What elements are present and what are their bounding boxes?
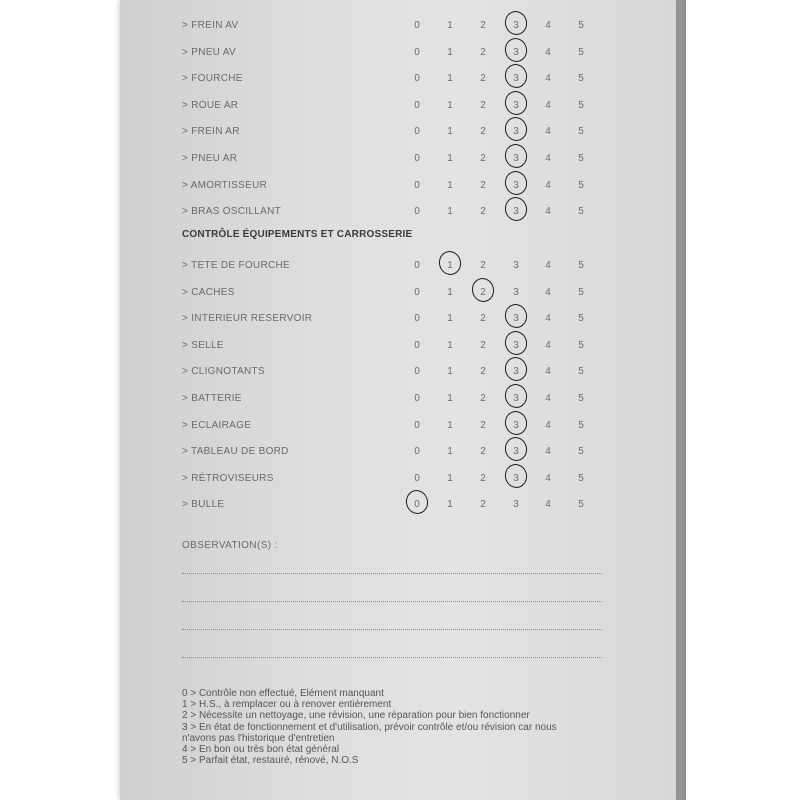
score-option: 3 bbox=[513, 366, 519, 378]
score-option: 5 bbox=[578, 260, 584, 271]
row-label: > CLIGNOTANTS bbox=[182, 366, 265, 378]
score-option: 5 bbox=[578, 153, 584, 164]
rating-row bbox=[120, 177, 676, 197]
score-option: 2 bbox=[480, 446, 486, 458]
rating-row bbox=[120, 417, 676, 437]
section-title: CONTRÔLE ÉQUIPEMENTS ET CARROSSERIE bbox=[182, 229, 413, 240]
score-option: 0 bbox=[414, 393, 420, 404]
observations-title: OBSERVATION(S) : bbox=[182, 540, 278, 551]
score-option: 4 bbox=[545, 206, 551, 218]
score-option: 4 bbox=[545, 499, 551, 511]
score-option: 0 bbox=[414, 126, 420, 138]
score-option: 0 bbox=[414, 366, 420, 378]
score-option: 5 bbox=[578, 126, 584, 138]
selected-score-circle bbox=[502, 88, 529, 117]
rating-row bbox=[120, 310, 676, 330]
legend-line: 2 > Nécessite un nettoyage, une révision, une réparation pour bien fonctionner bbox=[182, 710, 530, 722]
row-label: > ECLAIRAGE bbox=[182, 419, 252, 431]
selected-score-circle bbox=[502, 355, 529, 384]
score-option: 4 bbox=[545, 286, 551, 298]
score-option: 1 bbox=[447, 499, 453, 511]
observation-line bbox=[182, 629, 602, 630]
score-option: 3 bbox=[513, 499, 519, 511]
score-option: 3 bbox=[513, 339, 519, 351]
observation-line bbox=[182, 601, 602, 602]
row-label: > CACHES bbox=[182, 286, 235, 298]
row-label: > ROUE AR bbox=[182, 99, 239, 111]
score-option: 1 bbox=[447, 206, 453, 218]
score-option: 5 bbox=[578, 286, 584, 298]
score-option: 2 bbox=[480, 46, 486, 58]
score-option: 3 bbox=[513, 260, 519, 271]
score-option: 4 bbox=[545, 472, 551, 484]
score-option: 2 bbox=[480, 499, 486, 511]
score-option: 0 bbox=[414, 206, 420, 218]
rating-row bbox=[120, 123, 676, 143]
score-option: 5 bbox=[578, 499, 584, 511]
score-option: 5 bbox=[578, 313, 584, 325]
score-option: 2 bbox=[480, 153, 486, 164]
score-option: 3 bbox=[513, 126, 519, 138]
selected-score-circle bbox=[502, 9, 529, 38]
row-label: > FOURCHE bbox=[182, 73, 243, 85]
score-option: 3 bbox=[513, 46, 519, 58]
score-option: 5 bbox=[578, 366, 584, 378]
score-option: 1 bbox=[447, 99, 453, 111]
score-option: 4 bbox=[545, 393, 551, 404]
rating-row bbox=[120, 150, 676, 170]
score-option: 0 bbox=[414, 313, 420, 325]
selected-score-circle bbox=[502, 142, 529, 171]
score-option: 5 bbox=[578, 73, 584, 85]
rating-row bbox=[120, 284, 676, 304]
rating-row bbox=[120, 44, 676, 64]
score-option: 5 bbox=[578, 446, 584, 458]
score-option: 2 bbox=[480, 179, 486, 191]
score-option: 2 bbox=[480, 393, 486, 404]
row-label: > PNEU AR bbox=[182, 153, 238, 164]
score-option: 2 bbox=[480, 126, 486, 138]
rating-row bbox=[120, 337, 676, 357]
rating-row bbox=[120, 17, 676, 37]
row-label: > TETE DE FOURCHE bbox=[182, 260, 290, 271]
selected-score-circle bbox=[502, 382, 529, 411]
score-option: 1 bbox=[447, 179, 453, 191]
score-option: 1 bbox=[447, 366, 453, 378]
score-option: 0 bbox=[414, 73, 420, 85]
score-option: 1 bbox=[447, 153, 453, 164]
score-option: 0 bbox=[414, 446, 420, 458]
score-option: 2 bbox=[480, 286, 486, 298]
score-option: 1 bbox=[447, 260, 453, 271]
score-option: 2 bbox=[480, 472, 486, 484]
score-option: 4 bbox=[545, 99, 551, 111]
selected-score-circle bbox=[502, 62, 529, 91]
observation-line bbox=[182, 573, 602, 574]
score-option: 4 bbox=[545, 153, 551, 164]
legend-line: 4 > En bon ou très bon état général bbox=[182, 744, 340, 756]
score-option: 3 bbox=[513, 99, 519, 111]
row-label: > PNEU AV bbox=[182, 46, 236, 58]
selected-score-circle bbox=[502, 302, 529, 331]
score-option: 2 bbox=[480, 99, 486, 111]
score-option: 5 bbox=[578, 339, 584, 351]
observation-line bbox=[182, 657, 602, 658]
score-option: 4 bbox=[545, 366, 551, 378]
score-option: 5 bbox=[578, 206, 584, 218]
score-option: 3 bbox=[513, 206, 519, 218]
score-option: 0 bbox=[414, 286, 420, 298]
score-option: 5 bbox=[578, 99, 584, 111]
score-option: 1 bbox=[447, 446, 453, 458]
score-option: 2 bbox=[480, 419, 486, 431]
score-option: 0 bbox=[414, 179, 420, 191]
score-legend bbox=[182, 688, 602, 766]
score-option: 0 bbox=[414, 499, 420, 511]
score-option: 3 bbox=[513, 313, 519, 325]
score-option: 0 bbox=[414, 260, 420, 271]
score-option: 5 bbox=[578, 419, 584, 431]
score-option: 2 bbox=[480, 339, 486, 351]
score-option: 0 bbox=[414, 419, 420, 431]
score-option: 4 bbox=[545, 419, 551, 431]
legend-line: 0 > Contrôle non effectué, Elément manquant bbox=[182, 688, 384, 699]
score-option: 1 bbox=[447, 472, 453, 484]
row-label: > BULLE bbox=[182, 499, 225, 511]
score-option: 4 bbox=[545, 260, 551, 271]
row-label: > FREIN AV bbox=[182, 20, 239, 31]
rating-row bbox=[120, 496, 676, 516]
score-option: 0 bbox=[414, 46, 420, 58]
score-option: 1 bbox=[447, 46, 453, 58]
selected-score-circle bbox=[502, 195, 529, 224]
legend-line: 1 > H.S., à remplacer ou à renover entièrement bbox=[182, 699, 392, 711]
score-option: 3 bbox=[513, 20, 519, 31]
rating-row bbox=[120, 443, 676, 463]
row-label: > SELLE bbox=[182, 339, 224, 351]
score-option: 1 bbox=[447, 419, 453, 431]
score-option: 4 bbox=[545, 126, 551, 138]
rating-row bbox=[120, 470, 676, 490]
rating-row bbox=[120, 203, 676, 223]
rating-row bbox=[120, 390, 676, 410]
row-label: > INTERIEUR RESERVOIR bbox=[182, 313, 313, 325]
score-option: 0 bbox=[414, 472, 420, 484]
score-option: 3 bbox=[513, 73, 519, 85]
score-option: 2 bbox=[480, 260, 486, 271]
rating-row bbox=[120, 70, 676, 90]
score-option: 3 bbox=[513, 472, 519, 484]
rating-row bbox=[120, 363, 676, 383]
score-option: 4 bbox=[545, 73, 551, 85]
row-label: > AMORTISSEUR bbox=[182, 179, 268, 191]
row-label: > RÉTROVISEURS bbox=[182, 472, 274, 484]
score-option: 2 bbox=[480, 366, 486, 378]
score-option: 5 bbox=[578, 20, 584, 31]
score-option: 2 bbox=[480, 20, 486, 31]
score-option: 3 bbox=[513, 393, 519, 404]
selected-score-circle bbox=[502, 35, 529, 64]
score-option: 5 bbox=[578, 179, 584, 191]
score-option: 3 bbox=[513, 153, 519, 164]
score-option: 1 bbox=[447, 393, 453, 404]
score-option: 4 bbox=[545, 313, 551, 325]
score-option: 4 bbox=[545, 179, 551, 191]
score-option: 1 bbox=[447, 286, 453, 298]
score-option: 1 bbox=[447, 313, 453, 325]
row-label: > BATTERIE bbox=[182, 393, 242, 404]
score-option: 1 bbox=[447, 20, 453, 31]
selected-score-circle bbox=[403, 488, 430, 517]
selected-score-circle bbox=[502, 408, 529, 437]
score-option: 4 bbox=[545, 20, 551, 31]
row-label: > TABLEAU DE BORD bbox=[182, 446, 289, 458]
selected-score-circle bbox=[502, 435, 529, 464]
score-option: 3 bbox=[513, 179, 519, 191]
row-label: > BRAS OSCILLANT bbox=[182, 206, 281, 218]
score-option: 5 bbox=[578, 46, 584, 58]
score-option: 0 bbox=[414, 99, 420, 111]
score-option: 1 bbox=[447, 126, 453, 138]
inspection-form-page bbox=[120, 0, 676, 800]
legend-line: 5 > Parfait état, restauré, rénové, N.O.S bbox=[182, 755, 359, 767]
score-option: 0 bbox=[414, 339, 420, 351]
row-label: > FREIN AR bbox=[182, 126, 240, 138]
legend-line: n'avons pas l'historique d'entretien bbox=[182, 732, 335, 744]
score-option: 0 bbox=[414, 20, 420, 31]
selected-score-circle bbox=[502, 115, 529, 144]
score-option: 5 bbox=[578, 393, 584, 404]
selected-score-circle bbox=[436, 249, 463, 278]
score-option: 3 bbox=[513, 286, 519, 298]
selected-score-circle bbox=[469, 275, 496, 304]
score-option: 2 bbox=[480, 73, 486, 85]
selected-score-circle bbox=[502, 461, 529, 490]
legend-line: 3 > En état de fonctionnement et d'utilisation, prévoir contrôle et/ou révision car nous bbox=[182, 721, 557, 733]
score-option: 0 bbox=[414, 153, 420, 164]
score-option: 3 bbox=[513, 419, 519, 431]
selected-score-circle bbox=[502, 328, 529, 357]
score-option: 4 bbox=[545, 446, 551, 458]
score-option: 4 bbox=[545, 339, 551, 351]
score-option: 2 bbox=[480, 206, 486, 218]
selected-score-circle bbox=[502, 168, 529, 197]
score-option: 3 bbox=[513, 446, 519, 458]
score-option: 2 bbox=[480, 313, 486, 325]
rating-row bbox=[120, 257, 676, 277]
score-option: 4 bbox=[545, 46, 551, 58]
score-option: 1 bbox=[447, 339, 453, 351]
score-option: 1 bbox=[447, 73, 453, 85]
score-option: 5 bbox=[578, 472, 584, 484]
rating-row bbox=[120, 97, 676, 117]
